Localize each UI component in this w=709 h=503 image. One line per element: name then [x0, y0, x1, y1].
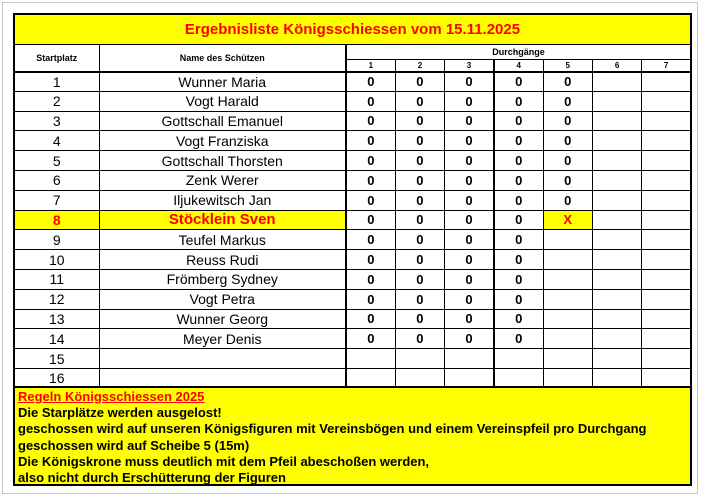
startplatz-cell: 16 [14, 368, 99, 388]
result-cell: 0 [494, 170, 543, 190]
result-cell: 0 [494, 131, 543, 151]
result-cell: 0 [445, 289, 494, 309]
result-cell: 0 [346, 131, 395, 151]
result-cell [642, 111, 691, 131]
result-cell: 0 [346, 151, 395, 171]
startplatz-cell: 14 [14, 329, 99, 349]
result-cell: 0 [346, 230, 395, 250]
result-cell: 0 [494, 72, 543, 92]
startplatz-cell: 13 [14, 309, 99, 329]
result-cell: 0 [494, 329, 543, 349]
name-cell: Iljukewitsch Jan [99, 190, 346, 210]
result-cell [642, 131, 691, 151]
table-row [14, 329, 691, 349]
result-cell: 0 [543, 91, 592, 111]
result-cell: 0 [494, 250, 543, 270]
name-cell: Reuss Rudi [99, 250, 346, 270]
rules-line: also nicht durch Erschütterung der Figuren [18, 470, 286, 486]
table-row [14, 309, 691, 329]
table-row [14, 190, 691, 210]
result-cell: 0 [543, 111, 592, 131]
result-cell: 0 [445, 329, 494, 349]
result-cell: 0 [445, 170, 494, 190]
result-cell: 0 [346, 289, 395, 309]
result-cell: 0 [543, 131, 592, 151]
result-cell: 0 [445, 309, 494, 329]
result-cell: 0 [346, 309, 395, 329]
startplatz-cell: 1 [14, 72, 99, 92]
rules-line: geschossen wird auf Scheibe 5 (15m) [18, 437, 250, 453]
rules-text [18, 405, 688, 486]
name-cell: Gottschall Emanuel [99, 111, 346, 131]
result-cell: 0 [346, 91, 395, 111]
result-cell: 0 [494, 210, 543, 230]
result-cell: 0 [395, 72, 444, 92]
result-cell [642, 91, 691, 111]
result-cell: 0 [445, 72, 494, 92]
result-cell: X [543, 210, 592, 230]
result-cell: 0 [445, 190, 494, 210]
startplatz-cell: 12 [14, 289, 99, 309]
result-cell: 0 [445, 269, 494, 289]
result-cell: 0 [445, 230, 494, 250]
result-cell: 0 [395, 131, 444, 151]
result-cell [543, 250, 592, 270]
result-cell [642, 210, 691, 230]
result-cell: 0 [543, 190, 592, 210]
result-cell [543, 230, 592, 250]
result-cell: 0 [395, 190, 444, 210]
table-row [14, 131, 691, 151]
table-row [14, 269, 691, 289]
result-cell [642, 151, 691, 171]
result-cell [592, 91, 641, 111]
result-cell [543, 269, 592, 289]
startplatz-cell: 3 [14, 111, 99, 131]
result-cell: 0 [445, 111, 494, 131]
name-cell: Wunner Georg [99, 309, 346, 329]
result-cell [494, 349, 543, 369]
table-row [14, 349, 691, 369]
name-cell: Vogt Harald [99, 91, 346, 111]
result-cell [642, 230, 691, 250]
result-cell [592, 72, 641, 92]
result-cell: 0 [445, 250, 494, 270]
result-cell: 0 [395, 210, 444, 230]
round-number-header: 7 [642, 60, 691, 72]
result-cell [642, 250, 691, 270]
result-cell [592, 309, 641, 329]
startplatz-cell: 2 [14, 91, 99, 111]
name-cell: Meyer Denis [99, 329, 346, 349]
result-cell: 0 [494, 111, 543, 131]
result-cell [445, 349, 494, 369]
result-cell [642, 329, 691, 349]
result-cell [592, 349, 641, 369]
table-row [14, 111, 691, 131]
result-cell: 0 [395, 289, 444, 309]
rules-heading: Regeln Königsschiessen 2025 [18, 389, 205, 404]
result-cell: 0 [494, 190, 543, 210]
table-row [14, 230, 691, 250]
result-cell [592, 289, 641, 309]
table-row [14, 91, 691, 111]
round-number-header: 1 [346, 60, 395, 72]
result-cell [592, 210, 641, 230]
rules-line: Die Starplätze werden ausgelost! [18, 405, 222, 421]
round-number-header: 2 [395, 60, 444, 72]
result-cell: 0 [346, 210, 395, 230]
result-cell: 0 [346, 329, 395, 349]
result-cell: 0 [445, 91, 494, 111]
name-cell [99, 349, 346, 369]
result-cell: 0 [395, 329, 444, 349]
result-cell [543, 289, 592, 309]
result-cell [592, 230, 641, 250]
name-cell: Frömberg Sydney [99, 269, 346, 289]
result-cell: 0 [543, 151, 592, 171]
table-row [14, 289, 691, 309]
result-cell: 0 [395, 230, 444, 250]
result-cell [642, 72, 691, 92]
startplatz-cell: 7 [14, 190, 99, 210]
result-cell: 0 [346, 72, 395, 92]
startplatz-cell: 5 [14, 151, 99, 171]
column-header-startplatz: Startplatz [14, 45, 99, 72]
rules-line: geschossen wird auf unseren Königsfiguren mit Vereinsbögen und einem Vereinspfeil pro Durchgang [18, 421, 647, 437]
startplatz-cell: 8 [14, 210, 99, 230]
result-cell: 0 [494, 289, 543, 309]
result-cell: 0 [494, 309, 543, 329]
result-cell [592, 151, 641, 171]
rules-line: Die Königskrone muss deutlich mit dem Pfeil abeschoßen werden, [18, 453, 430, 469]
result-cell: 0 [395, 151, 444, 171]
startplatz-cell: 6 [14, 170, 99, 190]
result-cell: 0 [346, 111, 395, 131]
column-header-row [14, 45, 691, 60]
result-cell [642, 190, 691, 210]
results-table [13, 13, 692, 389]
result-cell: 0 [346, 269, 395, 289]
column-header-name: Name des Schützen [99, 45, 346, 72]
result-cell [543, 349, 592, 369]
table-row [14, 250, 691, 270]
result-cell [592, 329, 641, 349]
result-cell: 0 [395, 269, 444, 289]
result-cell: 0 [395, 111, 444, 131]
table-row [14, 170, 691, 190]
result-cell: 0 [395, 250, 444, 270]
name-cell: Wunner Maria [99, 72, 346, 92]
name-cell: Stöcklein Sven [99, 210, 346, 230]
name-cell: Teufel Markus [99, 230, 346, 250]
name-cell: Zenk Werer [99, 170, 346, 190]
result-cell: 0 [346, 250, 395, 270]
result-cell [642, 289, 691, 309]
startplatz-cell: 9 [14, 230, 99, 250]
round-number-header: 5 [543, 60, 592, 72]
result-cell [592, 111, 641, 131]
result-cell [592, 170, 641, 190]
result-cell: 0 [494, 151, 543, 171]
table-row [14, 210, 691, 230]
table-row [14, 72, 691, 92]
result-cell [642, 269, 691, 289]
startplatz-cell: 15 [14, 349, 99, 369]
result-cell: 0 [494, 230, 543, 250]
result-cell [592, 131, 641, 151]
rules-box [13, 386, 692, 486]
result-cell [543, 329, 592, 349]
result-cell: 0 [494, 269, 543, 289]
result-cell [543, 309, 592, 329]
round-number-header: 4 [494, 60, 543, 72]
result-cell: 0 [395, 309, 444, 329]
result-cell: 0 [395, 170, 444, 190]
name-cell: Gottschall Thorsten [99, 151, 346, 171]
round-number-header: 3 [445, 60, 494, 72]
result-cell: 0 [445, 131, 494, 151]
title-row [14, 14, 691, 45]
startplatz-cell: 11 [14, 269, 99, 289]
column-header-durchgaenge: Durchgänge [346, 45, 691, 60]
round-number-header: 6 [592, 60, 641, 72]
page-title: Ergebnisliste Königsschiessen vom 15.11.2025 [14, 14, 691, 45]
result-cell [642, 170, 691, 190]
result-cell: 0 [346, 170, 395, 190]
result-cell [592, 250, 641, 270]
startplatz-cell: 4 [14, 131, 99, 151]
name-cell: Vogt Petra [99, 289, 346, 309]
startplatz-cell: 10 [14, 250, 99, 270]
result-cell [395, 349, 444, 369]
result-cell: 0 [445, 210, 494, 230]
result-cell: 0 [494, 91, 543, 111]
result-cell [642, 349, 691, 369]
result-cell: 0 [445, 151, 494, 171]
result-cell [346, 349, 395, 369]
result-cell [592, 269, 641, 289]
result-cell [642, 309, 691, 329]
result-cell: 0 [543, 72, 592, 92]
name-cell: Vogt Franziska [99, 131, 346, 151]
table-row [14, 151, 691, 171]
result-cell: 0 [395, 91, 444, 111]
result-cell: 0 [543, 170, 592, 190]
result-cell [592, 190, 641, 210]
result-cell: 0 [346, 190, 395, 210]
